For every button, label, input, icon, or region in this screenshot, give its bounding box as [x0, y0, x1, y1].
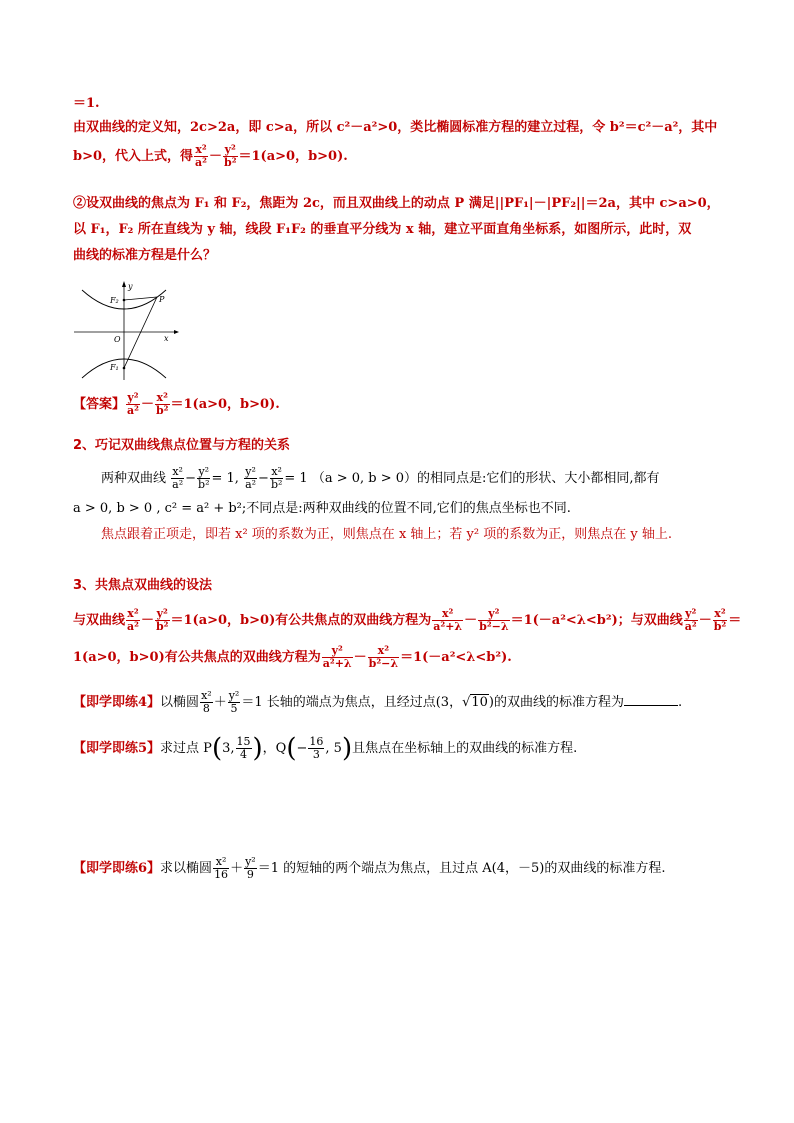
exercise-4-tag: 【即学即练4】 [73, 695, 161, 710]
minus: － [353, 650, 367, 665]
den: a² [127, 620, 139, 633]
num: x² [156, 391, 168, 404]
den: 3 [308, 748, 324, 761]
section-3-line-1 [73, 607, 742, 633]
num: y² [488, 607, 500, 620]
paren: ) [252, 733, 263, 764]
fraction [308, 736, 324, 761]
text: ＝1(a>0，b>0)有公共焦点的双曲线方程为 [170, 613, 432, 628]
den: a² [195, 156, 207, 169]
text: 1(a>0，b>0)有公共焦点的双曲线方程为 [73, 650, 321, 665]
fraction [270, 466, 283, 491]
den: 4 [236, 748, 252, 761]
num: 15 [236, 735, 251, 748]
text: 且焦点在坐标轴上的双曲线的标准方程. [352, 741, 578, 756]
fraction [171, 466, 184, 491]
minus: − [185, 471, 197, 486]
num: y² [224, 143, 236, 156]
text: . [678, 695, 683, 710]
question-line-1: ②设双曲线的焦点为 F₁ 和 F₂，焦距为 2c，而且双曲线上的动点 P 满足||PF₁|－|PF₂||＝2a，其中 c>a>0， [73, 196, 720, 211]
num: y² [127, 391, 139, 404]
text: ＝1(a>0，b>0). [238, 149, 348, 164]
exercise-5-line [73, 733, 723, 764]
answer-tail: ＝1(a>0，b>0). [170, 397, 280, 412]
minus: － [140, 397, 154, 412]
x-arrow [174, 330, 179, 334]
label-p: P [159, 295, 165, 304]
den: a² [127, 404, 139, 417]
label-f1: F₁ [110, 363, 119, 372]
num: y² [245, 855, 256, 868]
fraction [200, 690, 213, 715]
section-3-line-2 [73, 645, 723, 670]
den: b² [155, 620, 169, 633]
section-2-line-2: a > 0, b > 0 , c² = a² + b²;不同点是:两种双曲线的位置不同,它们的焦点坐标也不同. [73, 501, 571, 516]
exercise-5-tag: 【即学即练5】 [73, 741, 161, 756]
num: x² [172, 465, 183, 478]
text: 以椭圆 [160, 695, 200, 710]
fraction [228, 690, 241, 715]
text: 与双曲线 [73, 613, 126, 628]
num: x² [271, 465, 282, 478]
line-definition: 由双曲线的定义知，2c>2a，即 c>a，所以 c²－a²>0，类比椭圆标准方程的建立过程，令 b²＝c²－a²，其中 [73, 120, 718, 135]
fraction [368, 645, 399, 670]
num: x² [377, 644, 390, 657]
num: x² [215, 855, 227, 868]
exercise-4-line [73, 690, 723, 715]
answer-tag: 【答案】 [73, 397, 126, 412]
section-2-line-3: 焦点跟着正项走，即若 x² 项的系数为正，则焦点在 x 轴上；若 y² 项的系数为正，则焦点在 y 轴上. [101, 527, 672, 542]
den: 8 [200, 702, 213, 715]
fraction [478, 608, 509, 633]
den: b² [224, 156, 237, 169]
num: x² [195, 143, 207, 156]
fraction [155, 608, 170, 633]
den: a² [245, 478, 257, 491]
den: b² [270, 478, 283, 491]
fraction [236, 736, 252, 761]
exercise-4 [73, 690, 723, 715]
fraction [197, 466, 210, 491]
text: 两种双曲线 [101, 471, 167, 486]
label-o: O [114, 335, 121, 344]
text: ＝1(－a²<λ<b²)；与双曲线 [510, 613, 683, 628]
question-paragraph [73, 194, 723, 266]
minus: － [464, 613, 478, 628]
radicand: 10 [471, 695, 488, 710]
fraction [126, 608, 140, 633]
focus-f2 [123, 299, 126, 302]
text: ＝1 的短轴的两个端点为焦点，且过点 A(4，－5)的双曲线的标准方程. [257, 861, 666, 876]
section-3-title: 3、共焦点双曲线的设法 [73, 578, 213, 593]
num: y² [198, 465, 210, 478]
paren: ( [211, 733, 223, 764]
paren: ( [286, 733, 297, 764]
fraction [322, 645, 353, 670]
text: 求以椭圆 [160, 861, 213, 876]
equals: = 1 [284, 471, 308, 486]
den: a² [172, 478, 184, 491]
hyperbola-figure [74, 280, 180, 384]
minus: − [258, 471, 269, 486]
derivation-paragraph [73, 94, 723, 169]
den: b² [155, 404, 169, 417]
section-2-line-1 [73, 466, 723, 491]
fraction [244, 466, 257, 491]
line-eq1: ＝1. [73, 96, 100, 111]
den: b² [713, 620, 727, 633]
den: 16 [214, 868, 229, 881]
label-x: x [164, 334, 169, 343]
text: ＝1 长轴的端点为焦点，且经过点(3， [241, 695, 463, 710]
num: x² [201, 689, 212, 702]
text: ＝ [728, 613, 742, 628]
num: y² [331, 644, 343, 657]
line-result [73, 144, 723, 169]
focus-f1 [123, 367, 126, 370]
answer [73, 392, 723, 417]
num: y² [245, 465, 256, 478]
y-arrow [122, 281, 126, 287]
answer-blank[interactable] [624, 693, 678, 706]
exercise-6-line [73, 856, 723, 881]
fraction [126, 392, 140, 417]
plus: ＋ [230, 861, 244, 876]
segment-pf2 [124, 297, 157, 300]
exercise-6 [73, 856, 723, 881]
text: ，Q [262, 741, 287, 756]
num: x² [714, 607, 726, 620]
sqrt-symbol: √ [462, 695, 471, 710]
text: 求过点 P [160, 741, 212, 756]
plus: ＋ [213, 695, 227, 710]
label-y: y [128, 282, 133, 291]
coord: , 5 [325, 741, 342, 756]
minus: － [698, 613, 712, 628]
section-2-title: 2、巧记双曲线焦点位置与方程的关系 [73, 438, 291, 453]
question-line-2: 以 F₁，F₂ 所在直线为 y 轴，线段 F₁F₂ 的垂直平分线为 x 轴，建立平面直角坐标系，如图所示，此时，双 [73, 222, 692, 237]
den: b² [198, 478, 210, 491]
answer-line [73, 392, 723, 417]
num: y² [156, 607, 168, 620]
den: b²−λ [479, 620, 509, 633]
den: a² [684, 620, 697, 633]
text: （a > 0, b > 0）的相同点是:它们的形状、大小都相同,都有 [311, 471, 660, 486]
fraction [432, 608, 463, 633]
equals: = 1, [211, 471, 239, 486]
num: 16 [309, 735, 324, 748]
minus: － [208, 149, 222, 164]
num: x² [441, 607, 454, 620]
exercise-5 [73, 733, 723, 764]
num: x² [127, 607, 139, 620]
fraction [684, 608, 698, 633]
text: b>0，代入上式，得 [73, 149, 194, 164]
fraction [213, 856, 229, 881]
label-f2: F₂ [110, 296, 119, 305]
fraction [194, 144, 208, 169]
fraction [223, 144, 238, 169]
sqrt [462, 693, 489, 713]
den: 5 [228, 702, 241, 715]
minus: － [140, 613, 154, 628]
section-3 [73, 576, 742, 670]
num: y² [228, 689, 240, 702]
section-2 [73, 436, 723, 545]
exercise-6-tag: 【即学即练6】 [73, 861, 161, 876]
num: y² [685, 607, 697, 620]
text: ＝1(－a²<λ<b²). [400, 650, 512, 665]
fraction [244, 856, 257, 881]
den: a²+λ [433, 620, 463, 633]
text: )的双曲线的标准方程为 [488, 695, 624, 710]
minus: − [296, 741, 308, 756]
den: b²−λ [368, 657, 399, 670]
fraction [713, 608, 728, 633]
den: a²+λ [322, 657, 352, 670]
question-line-3: 曲线的标准方程是什么？ [73, 248, 217, 263]
segment-pf1 [124, 297, 157, 368]
paren: ) [341, 733, 353, 764]
den: 9 [244, 868, 257, 881]
coord: 3, [222, 741, 235, 756]
fraction [155, 392, 170, 417]
